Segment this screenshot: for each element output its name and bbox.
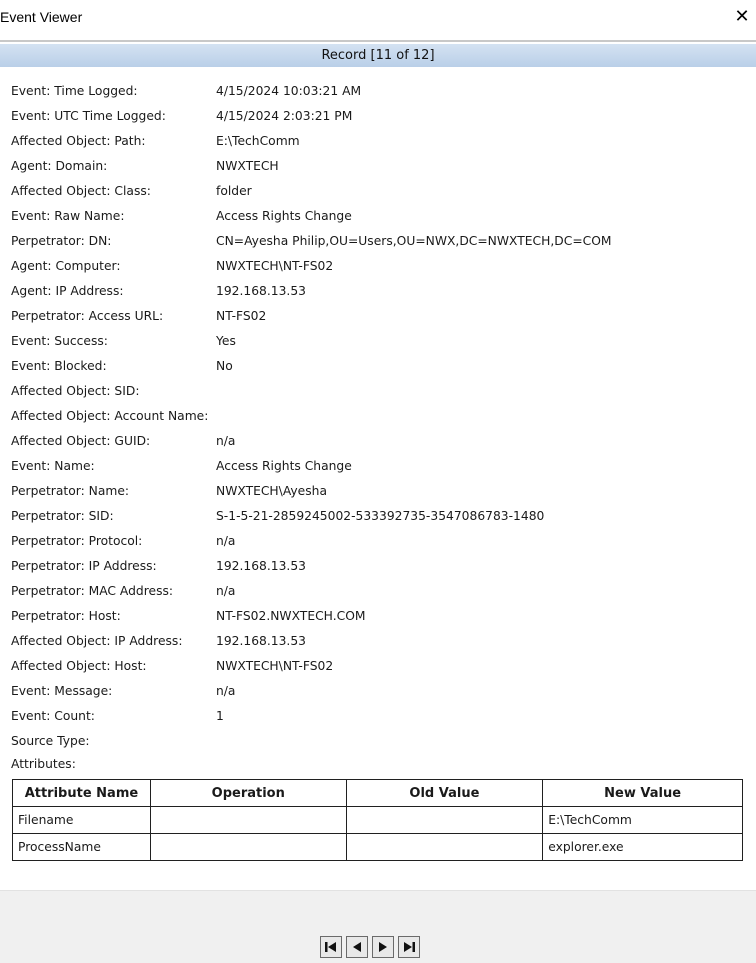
property-row	[11, 579, 751, 604]
property-value: CN=Ayesha Philip,OU=Users,OU=NWX,DC=NWXTECH,DC=COM	[216, 234, 612, 248]
table-cell: Filename	[13, 807, 151, 834]
property-value: 1	[216, 709, 224, 723]
property-value: NT-FS02	[216, 309, 267, 323]
column-header-old-value[interactable]: Old Value	[346, 780, 543, 807]
property-row	[11, 704, 751, 729]
property-key: Affected Object: Path:	[11, 134, 146, 148]
property-row	[11, 379, 751, 404]
property-row	[11, 204, 751, 229]
property-key: Agent: IP Address:	[11, 284, 124, 298]
property-row	[11, 254, 751, 279]
property-row	[11, 679, 751, 704]
property-key: Event: Name:	[11, 459, 95, 473]
property-key: Perpetrator: SID:	[11, 509, 114, 523]
next-record-button[interactable]	[372, 936, 394, 958]
property-value: folder	[216, 184, 252, 198]
table-row[interactable]	[13, 807, 743, 834]
property-row	[11, 479, 751, 504]
property-value: Access Rights Change	[216, 209, 352, 223]
table-cell	[346, 834, 543, 861]
property-key: Affected Object: Class:	[11, 184, 151, 198]
table-cell: explorer.exe	[543, 834, 743, 861]
property-row	[11, 354, 751, 379]
property-value: E:\TechComm	[216, 134, 300, 148]
property-row	[11, 729, 751, 754]
property-key: Event: Success:	[11, 334, 108, 348]
property-key: Agent: Computer:	[11, 259, 121, 273]
property-value: Yes	[216, 334, 236, 348]
divider	[0, 40, 756, 42]
column-header-new-value[interactable]: New Value	[543, 780, 743, 807]
property-key: Agent: Domain:	[11, 159, 108, 173]
property-row	[11, 654, 751, 679]
property-row	[11, 79, 751, 104]
property-row	[11, 304, 751, 329]
last-record-button[interactable]	[398, 936, 420, 958]
table-cell	[346, 807, 543, 834]
property-key: Affected Object: IP Address:	[11, 634, 183, 648]
property-value: No	[216, 359, 233, 373]
table-header-row	[13, 780, 743, 807]
property-value: n/a	[216, 434, 236, 448]
record-navigation	[320, 936, 420, 958]
property-value: NT-FS02.NWXTECH.COM	[216, 609, 366, 623]
column-header-operation[interactable]: Operation	[150, 780, 346, 807]
property-value: NWXTECH\NT-FS02	[216, 259, 334, 273]
property-key: Affected Object: SID:	[11, 384, 140, 398]
property-value: Access Rights Change	[216, 459, 352, 473]
property-row	[11, 504, 751, 529]
last-record-icon	[402, 940, 416, 954]
property-value: 192.168.13.53	[216, 634, 306, 648]
property-row	[11, 629, 751, 654]
property-value: 192.168.13.53	[216, 284, 306, 298]
previous-record-icon	[350, 940, 364, 954]
table-cell: E:\TechComm	[543, 807, 743, 834]
property-value: 192.168.13.53	[216, 559, 306, 573]
property-key: Perpetrator: Access URL:	[11, 309, 164, 323]
property-row	[11, 454, 751, 479]
property-key: Affected Object: Host:	[11, 659, 147, 673]
table-cell	[150, 807, 346, 834]
property-key: Perpetrator: Protocol:	[11, 534, 143, 548]
property-row	[11, 154, 751, 179]
attributes-table	[12, 779, 743, 861]
property-row	[11, 229, 751, 254]
property-value: n/a	[216, 534, 236, 548]
property-row	[11, 329, 751, 354]
property-row	[11, 529, 751, 554]
close-icon[interactable]: ✕	[734, 6, 750, 27]
property-row	[11, 279, 751, 304]
property-row	[11, 554, 751, 579]
property-value: NWXTECH	[216, 159, 279, 173]
property-key: Perpetrator: Name:	[11, 484, 130, 498]
property-key: Affected Object: Account Name:	[11, 409, 209, 423]
property-key: Event: Raw Name:	[11, 209, 125, 223]
property-key: Event: Time Logged:	[11, 84, 138, 98]
event-properties	[11, 79, 751, 754]
property-value: n/a	[216, 584, 236, 598]
property-row	[11, 604, 751, 629]
first-record-button[interactable]	[320, 936, 342, 958]
property-value: NWXTECH\NT-FS02	[216, 659, 334, 673]
table-cell	[150, 834, 346, 861]
table-cell: ProcessName	[13, 834, 151, 861]
property-key: Perpetrator: DN:	[11, 234, 112, 248]
property-row	[11, 429, 751, 454]
property-value: n/a	[216, 684, 236, 698]
title-bar	[0, 0, 756, 38]
property-key: Perpetrator: MAC Address:	[11, 584, 174, 598]
property-row	[11, 129, 751, 154]
property-key: Perpetrator: IP Address:	[11, 559, 157, 573]
property-row	[11, 104, 751, 129]
property-key: Source Type:	[11, 734, 90, 748]
property-key: Event: Count:	[11, 709, 95, 723]
property-value: 4/15/2024 2:03:21 PM	[216, 109, 353, 123]
record-indicator: Record [11 of 12]	[0, 44, 756, 67]
property-value: S-1-5-21-2859245002-533392735-3547086783-1480	[216, 509, 545, 523]
property-key: Event: Message:	[11, 684, 113, 698]
property-value: NWXTECH\Ayesha	[216, 484, 327, 498]
table-row[interactable]	[13, 834, 743, 861]
property-key: Affected Object: GUID:	[11, 434, 151, 448]
first-record-icon	[324, 940, 338, 954]
attributes-label: Attributes:	[11, 757, 76, 771]
property-row	[11, 404, 751, 429]
property-key: Perpetrator: Host:	[11, 609, 121, 623]
window-title: Event Viewer	[0, 9, 83, 25]
property-key: Event: Blocked:	[11, 359, 107, 373]
property-value: 4/15/2024 10:03:21 AM	[216, 84, 362, 98]
property-key: Event: UTC Time Logged:	[11, 109, 166, 123]
previous-record-button[interactable]	[346, 936, 368, 958]
column-header-attribute-name[interactable]: Attribute Name	[13, 780, 151, 807]
property-row	[11, 179, 751, 204]
next-record-icon	[376, 940, 390, 954]
